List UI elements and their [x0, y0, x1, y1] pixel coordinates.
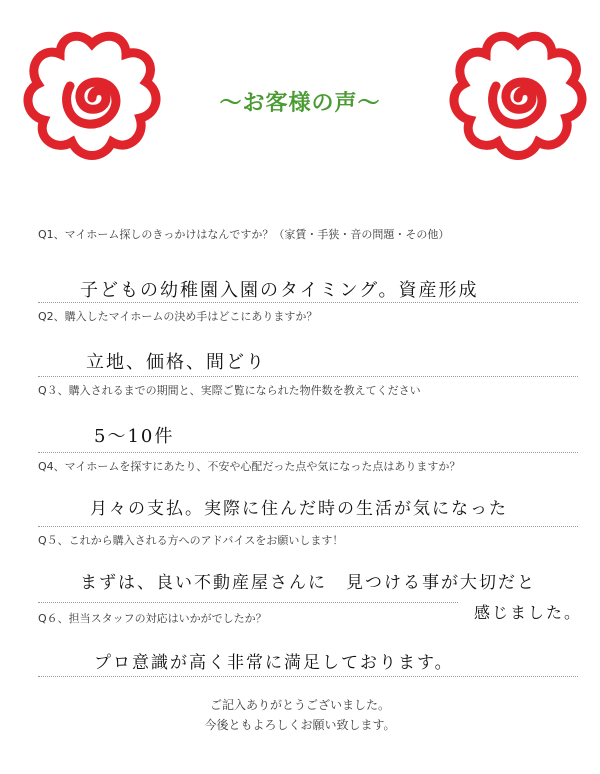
question-4-answer: 月々の支払。実際に住んだ時の生活が気になった: [90, 499, 508, 519]
question-4-label: Q4、マイホームを探すにあたり、不安や心配だった点や気になった点はありますか？: [38, 460, 461, 473]
question-3-label: Q３、購入されるまでの期間と、実際ご覧になられた物件数を教えてください: [38, 384, 421, 397]
page-title: 〜お客様の声〜: [219, 91, 381, 116]
divider: [38, 526, 578, 527]
divider: [38, 302, 578, 303]
question-5-answer: まずは、良い不動産屋さんに 見つける事が大切だと: [80, 573, 536, 593]
divider: [38, 376, 578, 377]
question-2-label: Q2、購入したマイホームの決め手はどこにありますか？: [38, 310, 318, 323]
question-6-label: Q６、担当スタッフの対応はいかがでしたか？: [38, 612, 267, 625]
question-5-label: Q５、これから購入される方へのアドバイスをお願いします！: [38, 534, 344, 547]
closing-line-1: ご記入ありがとうございました。: [209, 698, 390, 712]
question-5-answer-cont: 感じました。: [474, 603, 583, 622]
question-2-answer: 立地、価格、間どり: [86, 352, 266, 373]
closing-line-2: 今後ともよろしくお願い致します。: [204, 718, 396, 732]
question-3-answer: 5～10件: [94, 426, 175, 447]
divider: [38, 452, 578, 453]
question-6-answer: プロ意識が高く非常に満足しております。: [94, 653, 454, 673]
question-1-label: Q1、マイホーム探しのきっかけはなんですか？（家賃・手狭・音の問題・その他）: [38, 228, 450, 241]
divider: [38, 676, 578, 677]
question-1-answer: 子どもの幼稚園入園のタイミング。資産形成: [80, 280, 479, 301]
divider: [38, 602, 458, 603]
